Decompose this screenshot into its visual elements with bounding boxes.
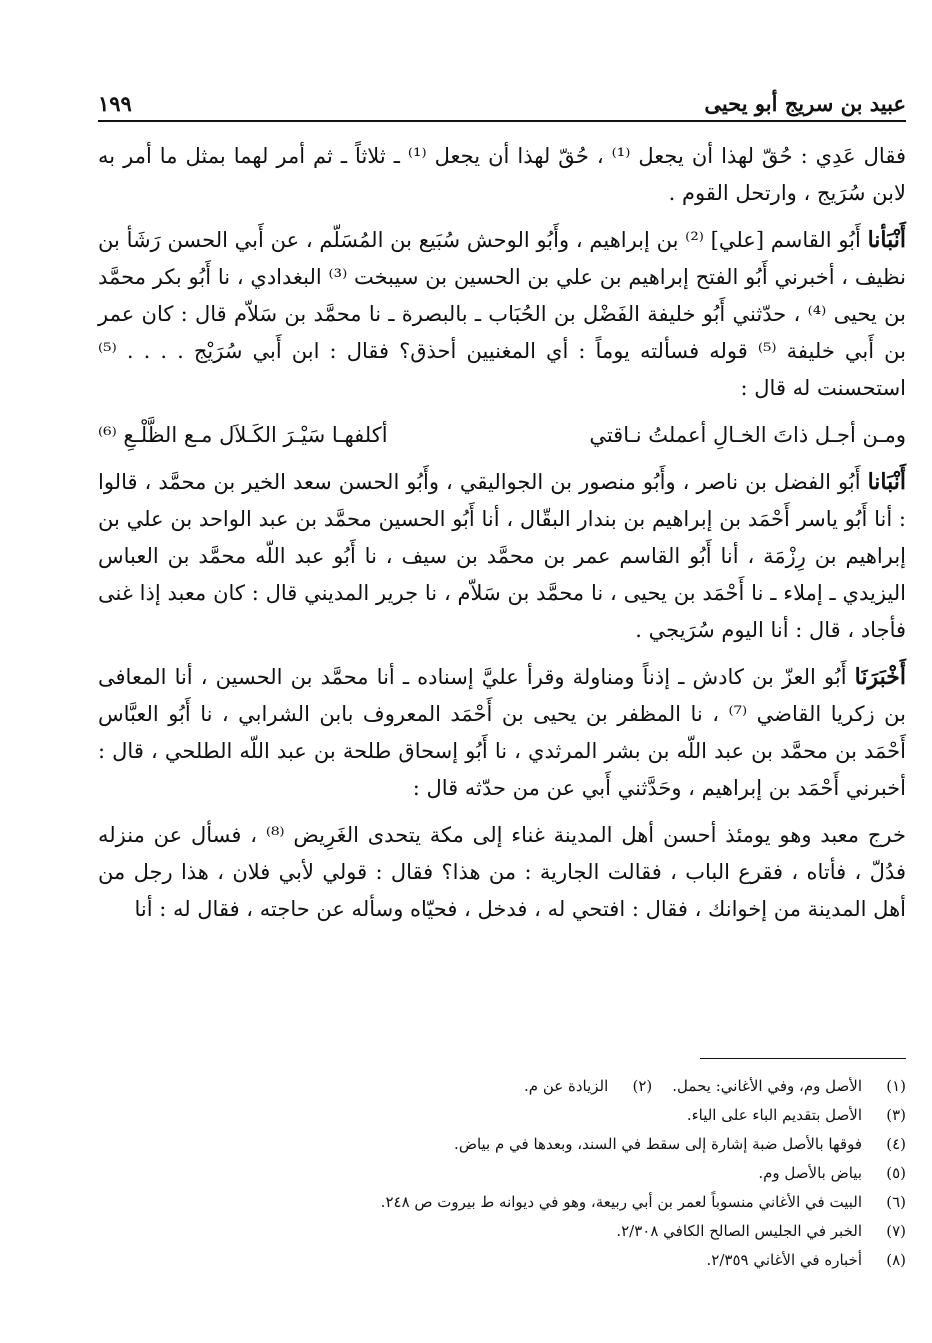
footnote-item [98, 1130, 906, 1159]
footnote-number: (٢) [632, 1077, 653, 1095]
footnote-text: الأصل بتقديم الباء على الياء. [686, 1106, 862, 1124]
running-title: عبيد بن سريج أبو يحيى [704, 91, 906, 116]
isnad-keyword: أَخْبَرَنَا [854, 664, 906, 690]
footnote-number: (٤) [886, 1135, 906, 1153]
paragraph-5: خرج معبد وهو يومئذ أحسن أهل المدينة غناء إلى مكة يتحدى الغَرِيض ⁽⁸⁾ ، فسأل عن منزله فدُلّ ، فأتاه ، فقرع الباب ، فقالت الجارية : من هذا؟ فقال : قولي لأبي فلان ، هذا رجل من أهل المدينة من إخوانك ، فقال : افتحي له ، فدخل ، فحيّاه وسأله عن حاجته ، فقال له : أنا [98, 823, 906, 921]
paragraph-1: فقال عَدِي : حُقّ لهذا أن يجعل ⁽¹⁾ ، حُقّ لهذا أن يجعل ⁽¹⁾ ـ ثلاثاً ـ ثم أمر لهما بمثل ما أمر به لابن سُرَيج ، وارتحل القوم . [98, 144, 906, 205]
isnad-keyword: أَنْبَانا [867, 469, 906, 495]
paragraph-3-text: أَبُو الفضل بن ناصر ، وأَبُو منصور بن الجواليقي ، وأَبُو الحسن سعد الخير بن محمَّد ، قالوا : أنا أَبُو ياسر أَحْمَد بن إبراهيم بن بندار البقّال ، أنا أَبُو الحسين محمَّد بن عبد الواحد بن علي بن إبراهيم بن رِزْمَة ، أنا أَبُو القاسم عمر بن محمَّد بن سيف ، نا أَبُو عبد اللّه محمَّد بن العباس اليزيدي ـ إملاء ـ نا أَحْمَد بن يحيى ، نا محمَّد بن سَلاّم ، نا جرير المديني قال : كان معبد إذا غنى فأجاد ، قال : أنا اليوم سُرَيجي . [98, 470, 906, 642]
footnote-number: (٣) [886, 1106, 906, 1124]
paragraph-2 [98, 222, 906, 407]
page-header [98, 80, 906, 116]
footnote-item [98, 1159, 906, 1188]
footnote-item [98, 1246, 906, 1275]
footnote-item [98, 1101, 906, 1130]
footnote-text: فوقها بالأصل ضبة إشارة إلى سقط في السند، وبعدها في م بياض. [454, 1135, 862, 1153]
footnote-text: أخباره في الأغاني ٢/٣٥٩. [706, 1251, 862, 1269]
paragraph-2-text: أَبُو القاسم [علي] ⁽²⁾ بن إبراهيم ، وأَبُو الوحش سُبَيع بن المُسَلّم ، عن أَبي الحسن رَشَأ بن نظيف ، أخبرني أَبُو الفتح إبراهيم بن علي بن الحسين بن سيبخت ⁽³⁾ البغدادي ، نا أَبُو بكر محمَّد بن يحيى ⁽⁴⁾ ، حدّثني أَبُو خليفة الفَضْل بن الحُبَاب ـ بالبصرة ـ نا محمَّد بن سَلاّم قال : كان عمر بن أَبي خليفة ⁽⁵⁾ قوله فسألته يوماً : أي المغنيين أحذق؟ فقال : ابن أَبي سُرَيْج . . . . ⁽⁵⁾ استحسنت له قال : [98, 228, 906, 400]
footnote-number: (١) [886, 1077, 906, 1095]
footnote-text: الأصل وم، وفي الأغاني: يحمل. [672, 1077, 862, 1095]
verse-first-hemistich: ومـن أجـل ذاتَ الخـالِ أعملتُ نـاقتي [589, 423, 906, 447]
footnote-item [98, 1188, 906, 1217]
paragraph-4-text: أَبُو العزّ بن كادش ـ إذناً ومناولة وقرأ عليَّ إسناده ـ أنا محمَّد بن الحسين ، أنا المعافى بن زكريا القاضي ⁽⁷⁾ ، نا المظفر بن يحيى بن أَحْمَد المعروف بابن الشرابي ، نا أَبُو العبَّاس أَحْمَد بن محمَّد بن عبد اللّه بن بشر المرثدي ، نا أَبُو إسحاق طلحة بن عبد اللّه الطلحي ، قال : أخبرني أَحْمَد بن إبراهيم ، وحَدَّثني أَبي عن من حدّثه قال : [98, 665, 906, 800]
footnote-rule [700, 1058, 906, 1059]
footnote-number: (٦) [886, 1193, 906, 1211]
footnotes [98, 1072, 906, 1275]
footnote-text: البيت في الأغاني منسوباً لعمر بن أبي ربيعة، وهو في ديوانه ط بيروت ص ٢٤٨. [380, 1193, 862, 1211]
footnote-text: الخبر في الجليس الصالح الكافي ٢/٣٠٨. [616, 1222, 862, 1240]
footnote-number: (٨) [886, 1251, 906, 1269]
footnote-number: (٧) [886, 1222, 906, 1240]
footnote-text: بياض بالأصل وم. [758, 1164, 862, 1182]
footnote-item [98, 1072, 906, 1101]
verse-second-hemistich: أكلفهـا سَيْـرَ الكَـلاَل مـع الظَّلْـعِ ⁽⁶⁾ [98, 423, 388, 447]
main-text [98, 138, 906, 938]
footnote-text: الزيادة عن م. [524, 1077, 609, 1095]
footnote-item [98, 1217, 906, 1246]
isnad-keyword: أَنْبَأنا [867, 227, 906, 253]
verse-line [98, 417, 906, 454]
header-rule [98, 120, 906, 122]
footnote-number: (٥) [886, 1164, 906, 1182]
paragraph-4 [98, 659, 906, 807]
page-number: ١٩٩ [98, 91, 132, 116]
paragraph-3 [98, 464, 906, 649]
